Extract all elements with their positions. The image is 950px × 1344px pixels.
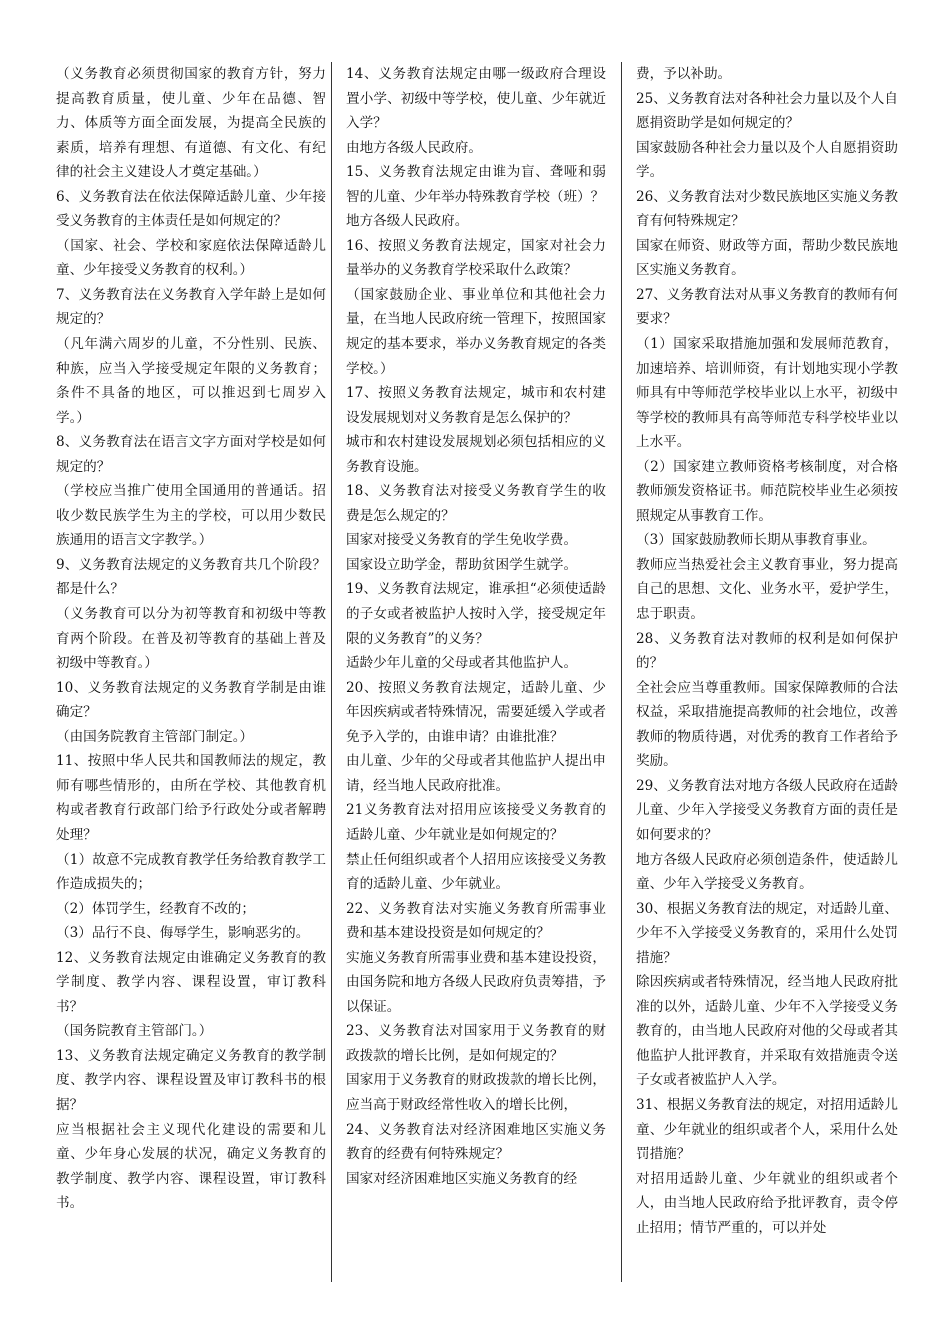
paragraph: 29、义务教育法对地方各级人民政府在适龄儿童、少年入学接受义务教育方面的责任是如何要求的？ — [636, 777, 898, 843]
paragraph: 22、义务教育法对实施义务教育所需事业费和基本建设投资是如何规定的？ — [346, 900, 606, 942]
paragraph: （国家鼓励企业、事业单位和其他社会力量，在当地人民政府统一管理下，按照国家规定的基本要求，举办义务教育规定的各类学校。） — [346, 286, 606, 377]
paragraph: 城市和农村建设发展规划必须包括相应的义务教育设施。 — [346, 434, 606, 475]
paragraph: 31、根据义务教育法的规定，对招用适龄儿童、少年就业的组织或者个人，采用什么处罚措施？ — [636, 1096, 898, 1163]
paragraph: 14、义务教育法规定由哪一级政府合理设置小学、初级中等学校，使儿童、少年就近入学？ — [346, 66, 606, 132]
paragraph: 应当根据社会主义现代化建设的需要和儿童、少年身心发展的状况，确定义务教育的教学制度、教学内容、课程设置，审订教科书。 — [56, 1121, 326, 1212]
paragraph: 8、义务教育法在语言文字方面对学校是如何规定的？ — [56, 434, 326, 475]
paragraph: 全社会应当尊重教师。国家保障教师的合法权益，采取措施提高教师的社会地位，改善教师的物质待遇，对优秀的教育工作者给予奖励。 — [636, 679, 898, 770]
paragraph: 28、义务教育法对教师的权利是如何保护的？ — [636, 630, 898, 672]
paragraph: 13、义务教育法规定确定义务教育的教学制度、教学内容、课程设置及审订教科书的根据？ — [56, 1047, 326, 1113]
paragraph: 20、按照义务教育法规定，适龄儿童、少年因疾病或者特殊情况，需要延缓入学或者免予入学的，由谁申请？由谁批准？ — [346, 679, 606, 745]
paragraph: 15、义务教育法规定由谁为盲、聋哑和弱智的儿童、少年举办特殊教育学校（班）？ — [346, 164, 606, 205]
paragraph: 25、义务教育法对各种社会力量以及个人自愿捐资助学是如何规定的？ — [636, 90, 898, 132]
paragraph: 适龄少年儿童的父母或者其他监护人。 — [346, 655, 578, 672]
column-divider-1 — [331, 62, 332, 1282]
paragraph: 23、义务教育法对国家用于义务教育的财政拨款的增长比例，是如何规定的？ — [346, 1023, 606, 1064]
paragraph: （1）故意不完成教育教学任务给教育教学工作造成损失的； — [56, 851, 326, 893]
paragraph: 18、义务教育法对接受义务教育学生的收费是怎么规定的？ — [346, 483, 606, 524]
paragraph: 10、义务教育法规定的义务教育学制是由谁确定？ — [56, 679, 326, 721]
paragraph: 国家在师资、财政等方面，帮助少数民族地区实施义务教育。 — [636, 237, 898, 279]
paragraph: 27、义务教育法对从事义务教育的教师有何要求？ — [636, 286, 898, 328]
paragraph: 由儿童、少年的父母或者其他监护人提出申请，经当地人民政府批准。 — [346, 753, 606, 794]
paragraph: 9、义务教育法规定的义务教育共几个阶段？都是什么？ — [56, 556, 326, 598]
paragraph: 21义务教育法对招用应该接受义务教育的适龄儿童、少年就业是如何规定的？ — [346, 802, 606, 843]
paragraph: （义务教育必须贯彻国家的教育方针，努力提高教育质量，使儿童、少年在品德、智力、体质等方面全面发展，为提高全民族的素质，培养有理想、有道德、有文化、有纪律的社会主义建设人才奠定基础。） — [56, 66, 326, 181]
column-divider-2 — [621, 62, 622, 1282]
paragraph: 19、义务教育法规定，谁承担“必须使适龄的子女或者被监护人按时入学，接受规定年限的义务教育”的义务？ — [346, 581, 606, 647]
paragraph: 国家对经济困难地区实施义务教育的经 — [346, 1170, 578, 1187]
paragraph: （1）国家采取措施加强和发展师范教育，加速培养、培训师资，有计划地实现小学教师具有中等师范学校毕业以上水平，初级中等学校的教师具有高等师范专科学校毕业以上水平。 — [636, 336, 898, 451]
paragraph: 6、义务教育法在依法保障适龄儿童、少年接受义务教育的主体责任是如何规定的？ — [56, 188, 326, 230]
paragraph: （3）国家鼓励教师长期从事教育事业。 — [636, 532, 876, 549]
paragraph: 地方各级人民政府必须创造条件，使适龄儿童、少年入学接受义务教育。 — [636, 851, 898, 893]
text-column-2 — [346, 62, 606, 1332]
paragraph: （学校应当推广使用全国通用的普通话。招收少数民族学生为主的学校，可以用少数民族通用的语言文字教学。） — [56, 483, 326, 549]
paragraph: 教师应当热爱社会主义教育事业，努力提高自己的思想、文化、业务水平，爱护学生，忠于职责。 — [636, 556, 898, 623]
paragraph: 对招用适龄儿童、少年就业的组织或者个人，由当地人民政府给予批评教育，责令停止招用；情节严重的，可以并处 — [636, 1170, 898, 1236]
paragraph: 16、按照义务教育法规定，国家对社会力量举办的义务教育学校采取什么政策？ — [346, 237, 606, 279]
text-column-3 — [636, 62, 898, 1332]
paragraph: （由国务院教育主管部门制定。） — [56, 728, 254, 745]
paragraph: （义务教育可以分为初等教育和初级中等教育两个阶段。在普及初等教育的基础上普及初级中等教育。） — [56, 606, 326, 672]
paragraph: 国家用于义务教育的财政拨款的增长比例，应当高于财政经常性收入的增长比例， — [346, 1072, 606, 1113]
paragraph: 11、按照中华人民共和国教师法的规定，教师有哪些情形的，由所在学校、其他教育机构或者教育行政部门给予行政处分或者解聘处理？ — [56, 753, 326, 843]
paragraph: （凡年满六周岁的儿童，不分性别、民族、种族，应当入学接受规定年限的义务教育；条件不具备的地区，可以推迟到七周岁入学。） — [56, 336, 326, 426]
paragraph: 24、义务教育法对经济困难地区实施义务教育的经费有何特殊规定？ — [346, 1121, 606, 1163]
paragraph: 国家鼓励各种社会力量以及个人自愿捐资助学。 — [636, 139, 898, 181]
paragraph: 17、按照义务教育法规定，城市和农村建设发展规划对义务教育是怎么保护的？ — [346, 385, 606, 426]
paragraph: （国家、社会、学校和家庭依法保障适龄儿童、少年接受义务教育的权利。） — [56, 237, 326, 279]
paragraph: 7、义务教育法在义务教育入学年龄上是如何规定的？ — [56, 286, 326, 328]
paragraph: 国家对接受义务教育的学生免收学费。 — [346, 532, 578, 549]
paragraph: 由地方各级人民政府。 — [346, 139, 482, 156]
paragraph: 费，予以补助。 — [636, 66, 732, 82]
paragraph: 实施义务教育所需事业费和基本建设投资，由国务院和地方各级人民政府负责筹措，予以保证。 — [346, 949, 606, 1015]
paragraph: 除因疾病或者特殊情况，经当地人民政府批准的以外，适龄儿童、少年不入学接受义务教育的，由当地人民政府对他的父母或者其他监护人批评教育，并采取有效措施责令送子女或者被监护人入学。 — [636, 974, 898, 1089]
paragraph: 禁止任何组织或者个人招用应该接受义务教育的适龄儿童、少年就业。 — [346, 851, 606, 893]
paragraph: 30、根据义务教育法的规定，对适龄儿童、少年不入学接受义务教育的，采用什么处罚措施？ — [636, 900, 898, 966]
paragraph: 12、义务教育法规定由谁确定义务教育的教学制度、教学内容、课程设置，审订教科书？ — [56, 949, 326, 1015]
text-column-1 — [56, 62, 326, 1332]
paragraph: 地方各级人民政府。 — [346, 213, 469, 230]
paragraph: （2）国家建立教师资格考核制度，对合格教师颁发资格证书。师范院校毕业生必须按照规定从事教育工作。 — [636, 458, 898, 524]
paragraph: 国家设立助学金，帮助贫困学生就学。 — [346, 556, 578, 573]
paragraph: 26、义务教育法对少数民族地区实施义务教育有何特殊规定？ — [636, 188, 898, 230]
paragraph: （国务院教育主管部门。） — [56, 1023, 213, 1040]
paragraph: （2）体罚学生，经教育不改的； — [56, 900, 255, 917]
paragraph: （3）品行不良、侮辱学生，影响恶劣的。 — [56, 925, 310, 942]
